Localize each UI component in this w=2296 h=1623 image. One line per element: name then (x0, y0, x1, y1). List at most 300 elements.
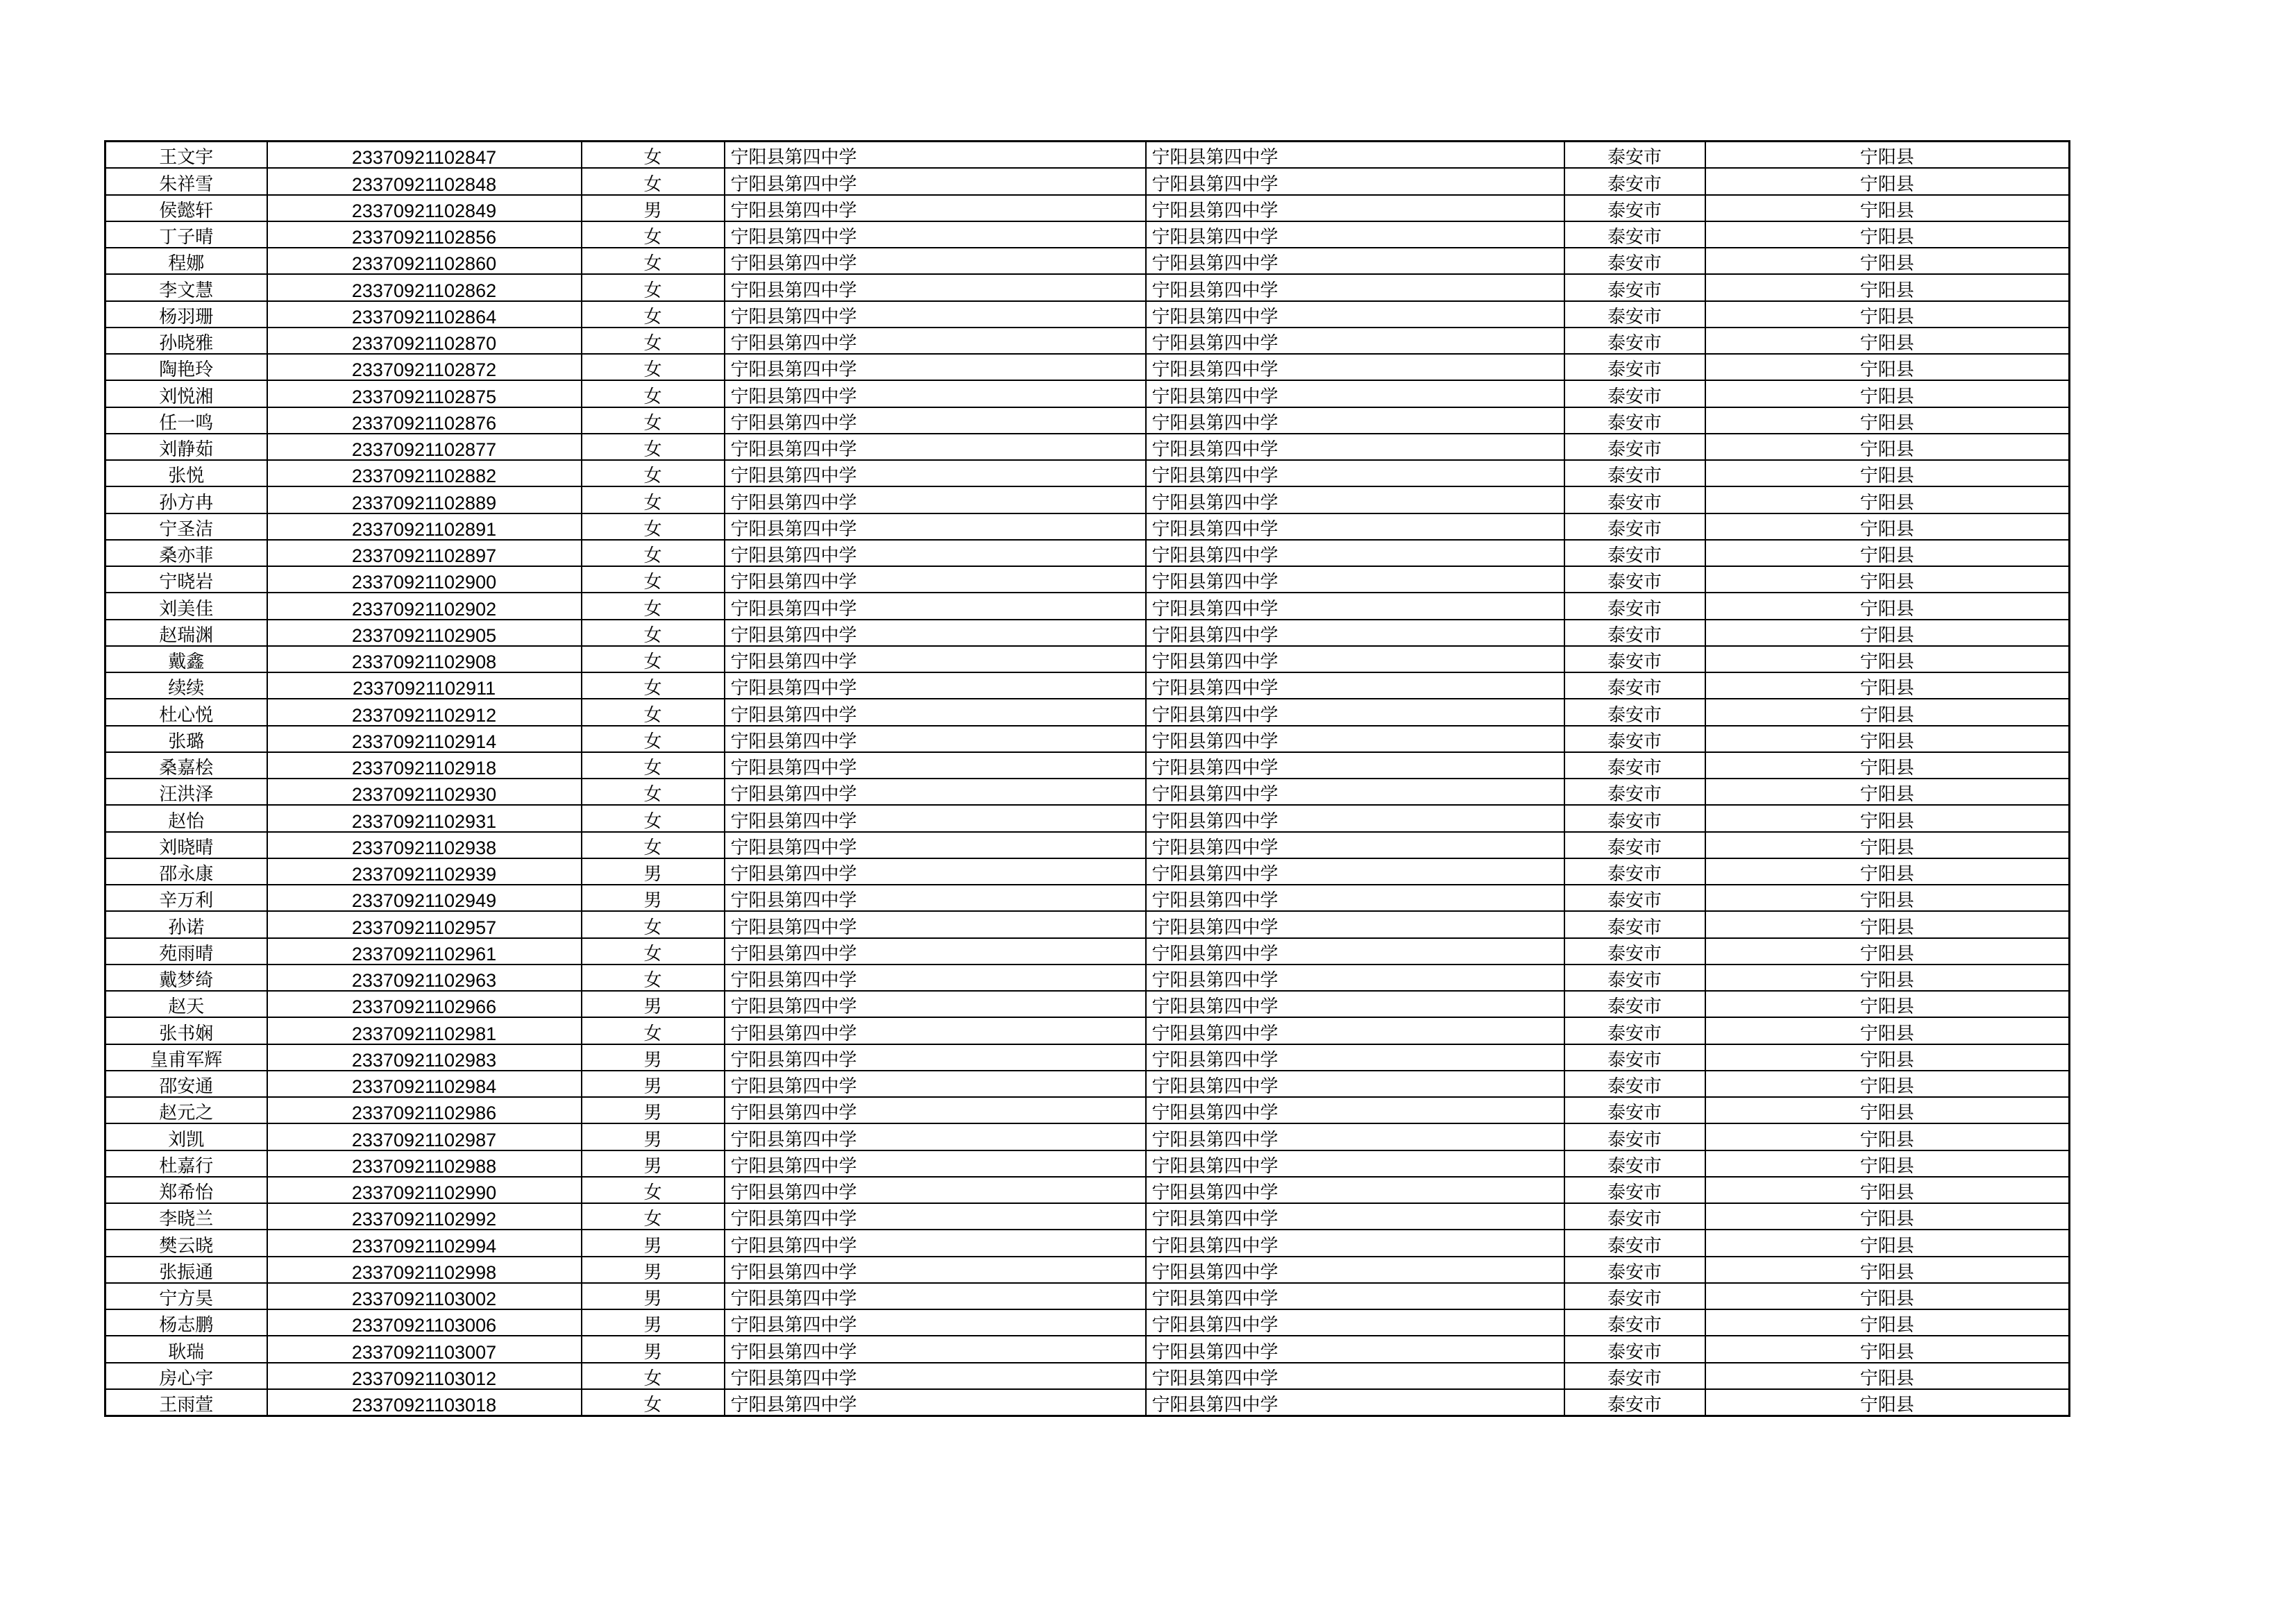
county-cell: 宁阳县 (1705, 752, 2070, 779)
school-cell: 宁阳县第四中学 (725, 991, 1146, 1017)
county-cell: 宁阳县 (1705, 991, 2070, 1017)
gender-cell: 男 (582, 885, 725, 911)
city-cell: 泰安市 (1564, 911, 1705, 937)
city-cell: 泰安市 (1564, 593, 1705, 619)
name-cell: 孙诺 (105, 911, 267, 937)
name-cell: 李文慧 (105, 274, 267, 300)
school-cell: 宁阳县第四中学 (725, 1257, 1146, 1283)
registered-school-cell: 宁阳县第四中学 (1146, 248, 1564, 274)
county-cell: 宁阳县 (1705, 274, 2070, 300)
exam-id-cell: 23370921102998 (267, 1257, 582, 1283)
gender-cell: 男 (582, 1097, 725, 1123)
name-cell: 侯懿轩 (105, 195, 267, 221)
exam-id-cell: 23370921102847 (267, 142, 582, 169)
table-row (105, 593, 2070, 619)
city-cell: 泰安市 (1564, 1017, 1705, 1044)
gender-cell: 女 (582, 911, 725, 937)
exam-id-cell: 23370921102882 (267, 460, 582, 486)
gender-cell: 男 (582, 1044, 725, 1071)
gender-cell: 女 (582, 620, 725, 646)
table-row (105, 646, 2070, 672)
school-cell: 宁阳县第四中学 (725, 911, 1146, 937)
gender-cell: 男 (582, 1071, 725, 1097)
county-cell: 宁阳县 (1705, 1363, 2070, 1389)
gender-cell: 女 (582, 540, 725, 566)
county-cell: 宁阳县 (1705, 911, 2070, 937)
exam-id-cell: 23370921102897 (267, 540, 582, 566)
gender-cell: 女 (582, 805, 725, 831)
registered-school-cell: 宁阳县第四中学 (1146, 805, 1564, 831)
name-cell: 房心宇 (105, 1363, 267, 1389)
registered-school-cell: 宁阳县第四中学 (1146, 1097, 1564, 1123)
name-cell: 孙晓雅 (105, 328, 267, 354)
registered-school-cell: 宁阳县第四中学 (1146, 938, 1564, 965)
school-cell: 宁阳县第四中学 (725, 779, 1146, 805)
student-list-table (104, 140, 2070, 1417)
exam-id-cell: 23370921102931 (267, 805, 582, 831)
name-cell: 续续 (105, 672, 267, 699)
county-cell: 宁阳县 (1705, 460, 2070, 486)
county-cell: 宁阳县 (1705, 965, 2070, 991)
county-cell: 宁阳县 (1705, 301, 2070, 328)
city-cell: 泰安市 (1564, 672, 1705, 699)
registered-school-cell: 宁阳县第四中学 (1146, 1123, 1564, 1150)
registered-school-cell: 宁阳县第四中学 (1146, 434, 1564, 460)
school-cell: 宁阳县第四中学 (725, 354, 1146, 380)
county-cell: 宁阳县 (1705, 832, 2070, 858)
table-row (105, 938, 2070, 965)
name-cell: 杨志鹏 (105, 1309, 267, 1336)
name-cell: 孙方冉 (105, 486, 267, 513)
school-cell: 宁阳县第四中学 (725, 1123, 1146, 1150)
county-cell: 宁阳县 (1705, 1017, 2070, 1044)
city-cell: 泰安市 (1564, 248, 1705, 274)
county-cell: 宁阳县 (1705, 380, 2070, 407)
gender-cell: 女 (582, 1177, 725, 1203)
registered-school-cell: 宁阳县第四中学 (1146, 486, 1564, 513)
name-cell: 苑雨晴 (105, 938, 267, 965)
exam-id-cell: 23370921102862 (267, 274, 582, 300)
gender-cell: 男 (582, 1257, 725, 1283)
county-cell: 宁阳县 (1705, 938, 2070, 965)
school-cell: 宁阳县第四中学 (725, 752, 1146, 779)
registered-school-cell: 宁阳县第四中学 (1146, 1283, 1564, 1309)
exam-id-cell: 23370921102992 (267, 1203, 582, 1230)
county-cell: 宁阳县 (1705, 1044, 2070, 1071)
gender-cell: 女 (582, 566, 725, 593)
city-cell: 泰安市 (1564, 1230, 1705, 1256)
table-row (105, 1389, 2070, 1416)
registered-school-cell: 宁阳县第四中学 (1146, 1257, 1564, 1283)
table-row (105, 699, 2070, 725)
table-row (105, 354, 2070, 380)
school-cell: 宁阳县第四中学 (725, 195, 1146, 221)
table-row (105, 620, 2070, 646)
city-cell: 泰安市 (1564, 168, 1705, 194)
gender-cell: 男 (582, 1309, 725, 1336)
gender-cell: 男 (582, 195, 725, 221)
registered-school-cell: 宁阳县第四中学 (1146, 1309, 1564, 1336)
registered-school-cell: 宁阳县第四中学 (1146, 885, 1564, 911)
county-cell: 宁阳县 (1705, 1230, 2070, 1256)
county-cell: 宁阳县 (1705, 142, 2070, 169)
table-row (105, 885, 2070, 911)
registered-school-cell: 宁阳县第四中学 (1146, 1363, 1564, 1389)
city-cell: 泰安市 (1564, 938, 1705, 965)
county-cell: 宁阳县 (1705, 805, 2070, 831)
table-row (105, 486, 2070, 513)
city-cell: 泰安市 (1564, 301, 1705, 328)
school-cell: 宁阳县第四中学 (725, 1363, 1146, 1389)
city-cell: 泰安市 (1564, 380, 1705, 407)
county-cell: 宁阳县 (1705, 486, 2070, 513)
table-row (105, 752, 2070, 779)
registered-school-cell: 宁阳县第四中学 (1146, 301, 1564, 328)
school-cell: 宁阳县第四中学 (725, 858, 1146, 885)
exam-id-cell: 23370921102889 (267, 486, 582, 513)
table-row (105, 1336, 2070, 1362)
city-cell: 泰安市 (1564, 540, 1705, 566)
registered-school-cell: 宁阳县第四中学 (1146, 195, 1564, 221)
registered-school-cell: 宁阳县第四中学 (1146, 726, 1564, 752)
gender-cell: 男 (582, 991, 725, 1017)
city-cell: 泰安市 (1564, 354, 1705, 380)
table-row (105, 460, 2070, 486)
name-cell: 刘美佳 (105, 593, 267, 619)
exam-id-cell: 23370921102905 (267, 620, 582, 646)
exam-id-cell: 23370921102891 (267, 513, 582, 540)
table-row (105, 195, 2070, 221)
school-cell: 宁阳县第四中学 (725, 1150, 1146, 1177)
gender-cell: 女 (582, 779, 725, 805)
exam-id-cell: 23370921102930 (267, 779, 582, 805)
city-cell: 泰安市 (1564, 752, 1705, 779)
gender-cell: 女 (582, 354, 725, 380)
school-cell: 宁阳县第四中学 (725, 274, 1146, 300)
table-row (105, 1363, 2070, 1389)
exam-id-cell: 23370921102911 (267, 672, 582, 699)
school-cell: 宁阳县第四中学 (725, 301, 1146, 328)
county-cell: 宁阳县 (1705, 407, 2070, 434)
city-cell: 泰安市 (1564, 1203, 1705, 1230)
gender-cell: 男 (582, 1283, 725, 1309)
city-cell: 泰安市 (1564, 832, 1705, 858)
table-row (105, 1257, 2070, 1283)
registered-school-cell: 宁阳县第四中学 (1146, 620, 1564, 646)
table-row (105, 805, 2070, 831)
city-cell: 泰安市 (1564, 195, 1705, 221)
gender-cell: 女 (582, 593, 725, 619)
registered-school-cell: 宁阳县第四中学 (1146, 1071, 1564, 1097)
county-cell: 宁阳县 (1705, 1336, 2070, 1362)
school-cell: 宁阳县第四中学 (725, 566, 1146, 593)
gender-cell: 女 (582, 938, 725, 965)
registered-school-cell: 宁阳县第四中学 (1146, 168, 1564, 194)
gender-cell: 男 (582, 858, 725, 885)
exam-id-cell: 23370921103018 (267, 1389, 582, 1416)
registered-school-cell: 宁阳县第四中学 (1146, 354, 1564, 380)
city-cell: 泰安市 (1564, 991, 1705, 1017)
gender-cell: 女 (582, 832, 725, 858)
table-row (105, 274, 2070, 300)
gender-cell: 女 (582, 1017, 725, 1044)
school-cell: 宁阳县第四中学 (725, 965, 1146, 991)
name-cell: 赵元之 (105, 1097, 267, 1123)
table-row (105, 142, 2070, 169)
city-cell: 泰安市 (1564, 1389, 1705, 1416)
school-cell: 宁阳县第四中学 (725, 832, 1146, 858)
school-cell: 宁阳县第四中学 (725, 699, 1146, 725)
gender-cell: 女 (582, 726, 725, 752)
county-cell: 宁阳县 (1705, 1203, 2070, 1230)
gender-cell: 男 (582, 1336, 725, 1362)
city-cell: 泰安市 (1564, 221, 1705, 248)
gender-cell: 女 (582, 221, 725, 248)
exam-id-cell: 23370921102939 (267, 858, 582, 885)
registered-school-cell: 宁阳县第四中学 (1146, 699, 1564, 725)
name-cell: 张书娴 (105, 1017, 267, 1044)
school-cell: 宁阳县第四中学 (725, 646, 1146, 672)
city-cell: 泰安市 (1564, 1150, 1705, 1177)
registered-school-cell: 宁阳县第四中学 (1146, 593, 1564, 619)
exam-id-cell: 23370921102981 (267, 1017, 582, 1044)
county-cell: 宁阳县 (1705, 699, 2070, 725)
school-cell: 宁阳县第四中学 (725, 1097, 1146, 1123)
exam-id-cell: 23370921102849 (267, 195, 582, 221)
name-cell: 杨羽珊 (105, 301, 267, 328)
county-cell: 宁阳县 (1705, 1177, 2070, 1203)
registered-school-cell: 宁阳县第四中学 (1146, 832, 1564, 858)
city-cell: 泰安市 (1564, 1336, 1705, 1362)
exam-id-cell: 23370921103012 (267, 1363, 582, 1389)
school-cell: 宁阳县第四中学 (725, 486, 1146, 513)
gender-cell: 女 (582, 380, 725, 407)
county-cell: 宁阳县 (1705, 1257, 2070, 1283)
school-cell: 宁阳县第四中学 (725, 248, 1146, 274)
gender-cell: 女 (582, 168, 725, 194)
name-cell: 戴梦绮 (105, 965, 267, 991)
registered-school-cell: 宁阳县第四中学 (1146, 1230, 1564, 1256)
exam-id-cell: 23370921102864 (267, 301, 582, 328)
registered-school-cell: 宁阳县第四中学 (1146, 1150, 1564, 1177)
school-cell: 宁阳县第四中学 (725, 168, 1146, 194)
name-cell: 王雨萱 (105, 1389, 267, 1416)
county-cell: 宁阳县 (1705, 593, 2070, 619)
table-row (105, 540, 2070, 566)
registered-school-cell: 宁阳县第四中学 (1146, 911, 1564, 937)
registered-school-cell: 宁阳县第四中学 (1146, 142, 1564, 169)
registered-school-cell: 宁阳县第四中学 (1146, 328, 1564, 354)
exam-id-cell: 23370921102875 (267, 380, 582, 407)
gender-cell: 女 (582, 1389, 725, 1416)
name-cell: 刘晓晴 (105, 832, 267, 858)
school-cell: 宁阳县第四中学 (725, 885, 1146, 911)
registered-school-cell: 宁阳县第四中学 (1146, 1177, 1564, 1203)
city-cell: 泰安市 (1564, 142, 1705, 169)
school-cell: 宁阳县第四中学 (725, 1203, 1146, 1230)
registered-school-cell: 宁阳县第四中学 (1146, 779, 1564, 805)
city-cell: 泰安市 (1564, 1363, 1705, 1389)
school-cell: 宁阳县第四中学 (725, 540, 1146, 566)
name-cell: 刘悦湘 (105, 380, 267, 407)
school-cell: 宁阳县第四中学 (725, 1071, 1146, 1097)
county-cell: 宁阳县 (1705, 779, 2070, 805)
gender-cell: 男 (582, 1230, 725, 1256)
registered-school-cell: 宁阳县第四中学 (1146, 1017, 1564, 1044)
city-cell: 泰安市 (1564, 885, 1705, 911)
exam-id-cell: 23370921102872 (267, 354, 582, 380)
table-row (105, 513, 2070, 540)
city-cell: 泰安市 (1564, 646, 1705, 672)
name-cell: 戴鑫 (105, 646, 267, 672)
county-cell: 宁阳县 (1705, 221, 2070, 248)
registered-school-cell: 宁阳县第四中学 (1146, 858, 1564, 885)
school-cell: 宁阳县第四中学 (725, 460, 1146, 486)
city-cell: 泰安市 (1564, 1309, 1705, 1336)
school-cell: 宁阳县第四中学 (725, 672, 1146, 699)
exam-id-cell: 23370921102876 (267, 407, 582, 434)
gender-cell: 女 (582, 1363, 725, 1389)
name-cell: 邵永康 (105, 858, 267, 885)
name-cell: 宁方昊 (105, 1283, 267, 1309)
county-cell: 宁阳县 (1705, 726, 2070, 752)
school-cell: 宁阳县第四中学 (725, 1044, 1146, 1071)
county-cell: 宁阳县 (1705, 1283, 2070, 1309)
city-cell: 泰安市 (1564, 274, 1705, 300)
county-cell: 宁阳县 (1705, 672, 2070, 699)
registered-school-cell: 宁阳县第四中学 (1146, 407, 1564, 434)
city-cell: 泰安市 (1564, 1177, 1705, 1203)
table-row (105, 407, 2070, 434)
table-row (105, 380, 2070, 407)
city-cell: 泰安市 (1564, 699, 1705, 725)
name-cell: 程娜 (105, 248, 267, 274)
county-cell: 宁阳县 (1705, 434, 2070, 460)
gender-cell: 女 (582, 672, 725, 699)
name-cell: 赵天 (105, 991, 267, 1017)
county-cell: 宁阳县 (1705, 513, 2070, 540)
county-cell: 宁阳县 (1705, 248, 2070, 274)
name-cell: 郑希怡 (105, 1177, 267, 1203)
county-cell: 宁阳县 (1705, 1389, 2070, 1416)
city-cell: 泰安市 (1564, 965, 1705, 991)
city-cell: 泰安市 (1564, 486, 1705, 513)
school-cell: 宁阳县第四中学 (725, 620, 1146, 646)
name-cell: 桑嘉桧 (105, 752, 267, 779)
gender-cell: 男 (582, 1123, 725, 1150)
exam-id-cell: 23370921102966 (267, 991, 582, 1017)
exam-id-cell: 23370921102918 (267, 752, 582, 779)
table-row (105, 1177, 2070, 1203)
school-cell: 宁阳县第四中学 (725, 726, 1146, 752)
school-cell: 宁阳县第四中学 (725, 434, 1146, 460)
exam-id-cell: 23370921102949 (267, 885, 582, 911)
table-row (105, 779, 2070, 805)
gender-cell: 女 (582, 434, 725, 460)
table-body (105, 142, 2070, 1416)
name-cell: 宁晓岩 (105, 566, 267, 593)
table-row (105, 965, 2070, 991)
registered-school-cell: 宁阳县第四中学 (1146, 513, 1564, 540)
exam-id-cell: 23370921102983 (267, 1044, 582, 1071)
school-cell: 宁阳县第四中学 (725, 805, 1146, 831)
exam-id-cell: 23370921102986 (267, 1097, 582, 1123)
name-cell: 朱祥雪 (105, 168, 267, 194)
table-row (105, 1283, 2070, 1309)
county-cell: 宁阳县 (1705, 195, 2070, 221)
exam-id-cell: 23370921102900 (267, 566, 582, 593)
county-cell: 宁阳县 (1705, 620, 2070, 646)
exam-id-cell: 23370921102848 (267, 168, 582, 194)
table-row (105, 991, 2070, 1017)
table-row (105, 832, 2070, 858)
county-cell: 宁阳县 (1705, 354, 2070, 380)
exam-id-cell: 23370921103006 (267, 1309, 582, 1336)
city-cell: 泰安市 (1564, 1071, 1705, 1097)
table-row (105, 328, 2070, 354)
county-cell: 宁阳县 (1705, 168, 2070, 194)
table-row (105, 248, 2070, 274)
name-cell: 丁子晴 (105, 221, 267, 248)
county-cell: 宁阳县 (1705, 1123, 2070, 1150)
school-cell: 宁阳县第四中学 (725, 1017, 1146, 1044)
gender-cell: 男 (582, 1150, 725, 1177)
city-cell: 泰安市 (1564, 566, 1705, 593)
table-row (105, 1097, 2070, 1123)
table-row (105, 1017, 2070, 1044)
school-cell: 宁阳县第四中学 (725, 1389, 1146, 1416)
county-cell: 宁阳县 (1705, 858, 2070, 885)
table-row (105, 858, 2070, 885)
table-row (105, 301, 2070, 328)
table-row (105, 434, 2070, 460)
school-cell: 宁阳县第四中学 (725, 1230, 1146, 1256)
registered-school-cell: 宁阳县第四中学 (1146, 752, 1564, 779)
school-cell: 宁阳县第四中学 (725, 221, 1146, 248)
registered-school-cell: 宁阳县第四中学 (1146, 991, 1564, 1017)
city-cell: 泰安市 (1564, 460, 1705, 486)
county-cell: 宁阳县 (1705, 1309, 2070, 1336)
school-cell: 宁阳县第四中学 (725, 1283, 1146, 1309)
school-cell: 宁阳县第四中学 (725, 407, 1146, 434)
table-row (105, 1123, 2070, 1150)
gender-cell: 女 (582, 513, 725, 540)
gender-cell: 女 (582, 407, 725, 434)
exam-id-cell: 23370921102984 (267, 1071, 582, 1097)
school-cell: 宁阳县第四中学 (725, 593, 1146, 619)
table-row (105, 1230, 2070, 1256)
name-cell: 李晓兰 (105, 1203, 267, 1230)
city-cell: 泰安市 (1564, 620, 1705, 646)
table-row (105, 726, 2070, 752)
name-cell: 耿瑞 (105, 1336, 267, 1362)
gender-cell: 女 (582, 752, 725, 779)
city-cell: 泰安市 (1564, 407, 1705, 434)
table-row (105, 1044, 2070, 1071)
county-cell: 宁阳县 (1705, 1071, 2070, 1097)
exam-id-cell: 23370921102860 (267, 248, 582, 274)
registered-school-cell: 宁阳县第四中学 (1146, 274, 1564, 300)
registered-school-cell: 宁阳县第四中学 (1146, 540, 1564, 566)
city-cell: 泰安市 (1564, 513, 1705, 540)
table-row (105, 1309, 2070, 1336)
name-cell: 桑亦菲 (105, 540, 267, 566)
county-cell: 宁阳县 (1705, 1150, 2070, 1177)
county-cell: 宁阳县 (1705, 328, 2070, 354)
gender-cell: 女 (582, 301, 725, 328)
exam-id-cell: 23370921103007 (267, 1336, 582, 1362)
name-cell: 任一鸣 (105, 407, 267, 434)
